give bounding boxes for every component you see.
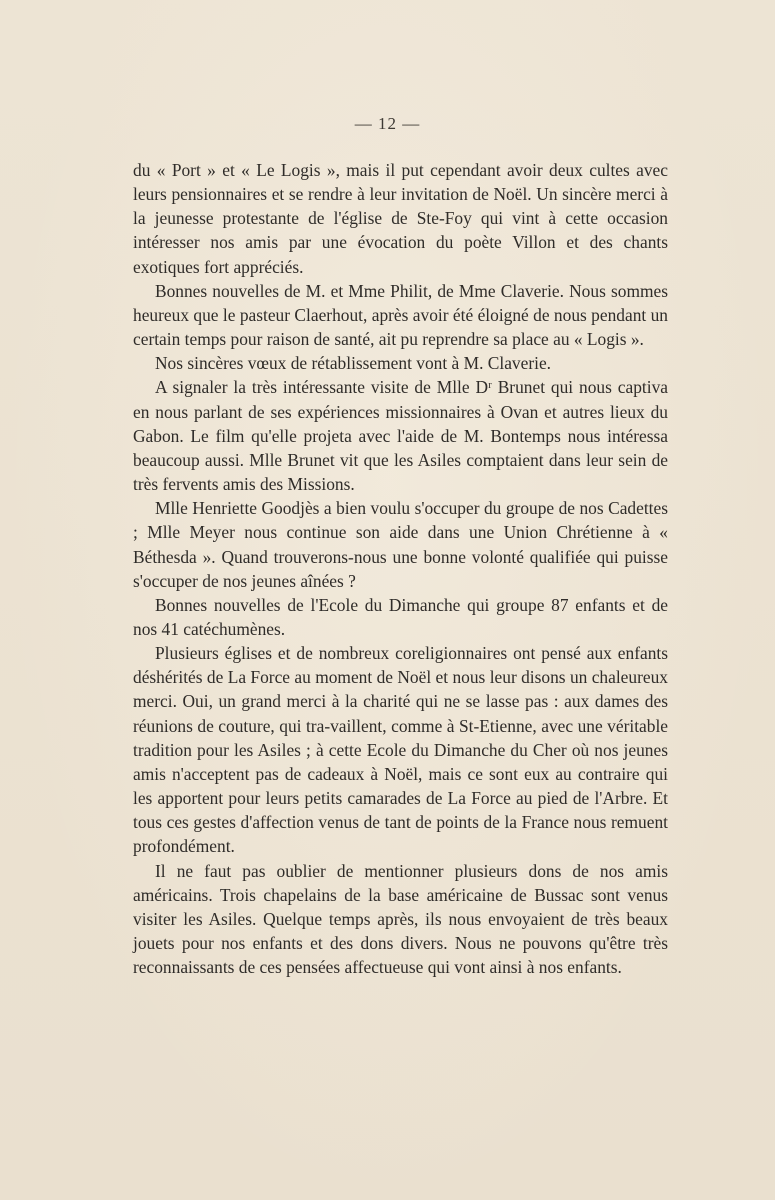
paragraph: Nos sincères vœux de rétablissement vont à M. Claverie.	[155, 353, 552, 374]
paragraph: A signaler la très intéressante visite de Mlle Dʳ Brunet qui nous captiva en nous parlant de ses expériences missionnaires à Ovan et autres lieux du Gabon. Le film qu'elle projeta avec l'aide de M. Bontemps nous intéressa beaucoup aussi. Mlle Brunet vit que les Asiles comptaient dans leur sein de très fervents amis des Missions.	[133, 377, 668, 495]
paragraph: du « Port » et « Le Logis », mais il put cependant avoir deux cultes avec leurs pensionnaires et se rendre à leur invitation de Noël. Un sincère merci à la jeunesse protestante de l'église de Ste-Foy qui vint à cette occasion intéresser nos amis par une évocation du poète Villon et des chants exotiques fort appréciés.	[133, 160, 668, 277]
paragraph: Plusieurs églises et de nombreux coreligionnaires ont pensé aux enfants déshérités de La Force au moment de Noël et nous leur disons un chaleureux merci. Oui, un grand merci à la charité qui ne se lasse pas : aux dames des réunions de couture, qui tra-vaillent, comme à St-Etienne, avec une véritable tradition pour les Asiles ; à cette Ecole du Dimanche du Cher où nos jeunes amis n'acceptent pas de cadeaux à Noël, mais ce sont eux au contraire qui les apportent pour leurs petits camarades de La Force au pied de l'Arbre. Et tous ces gestes d'affection venus de tant de points de la France nous remuent profondément.	[133, 643, 668, 857]
page-number: — 12 —	[354, 114, 421, 133]
paragraph: Bonnes nouvelles de l'Ecole du Dimanche qui groupe 87 enfants et de nos 41 catéchumènes.	[133, 594, 668, 639]
paragraph: Bonnes nouvelles de M. et Mme Philit, de Mme Claverie. Nous sommes heureux que le pasteur Claerhout, après avoir été éloigné de nous pendant un certain temps pour raison de santé, ait pu reprendre sa place au « Logis ».	[133, 280, 668, 350]
body-text	[133, 158, 668, 979]
paragraph: Il ne faut pas oublier de mentionner plusieurs dons de nos amis américains. Trois chapelains de la base américaine de Bussac sont venus visiter les Asiles. Quelque temps après, ils nous envoyaient de très beaux jouets pour nos enfants et des dons divers. Nous ne pouvons qu'être très reconnaissants de ces pensées affectueuse qui vont ainsi à nos enfants.	[133, 860, 668, 978]
paragraph: Mlle Henriette Goodjès a bien voulu s'occuper du groupe de nos Cadettes ; Mlle Meyer nous continue son aide dans une Union Chrétienne à « Béthesda ». Quand trouverons-nous une bonne volonté qualifiée qui puisse s'occuper de nos jeunes aînées ?	[133, 498, 668, 591]
